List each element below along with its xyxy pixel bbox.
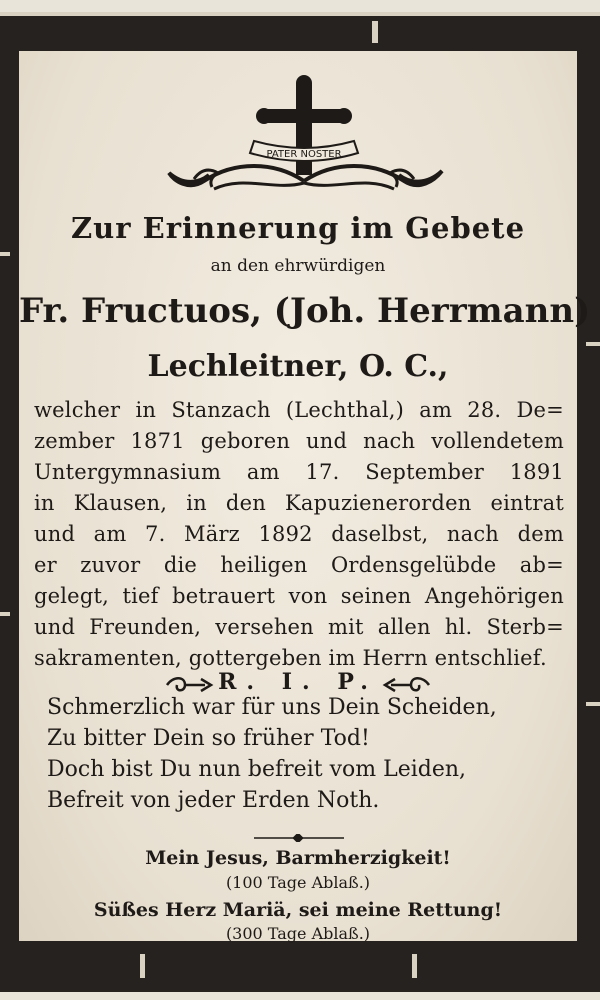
word: in — [34, 491, 55, 515]
mourning-card-border — [0, 12, 600, 992]
word: hl. — [444, 615, 473, 639]
word: ab= — [519, 553, 564, 577]
cross-emblem-icon — [154, 71, 454, 211]
word: 1892 — [258, 522, 313, 546]
poem-line: Befreit von jeder Erden Noth. — [47, 788, 380, 813]
word: Ordensgelübde — [330, 553, 497, 577]
word: am — [419, 398, 453, 422]
biography-line — [34, 581, 564, 612]
word: er — [34, 553, 57, 577]
word: am — [246, 460, 280, 484]
word: (Lechthal,) — [285, 398, 405, 422]
word: 7. — [145, 522, 166, 546]
word: Stanzach — [171, 398, 271, 422]
deceased-surname: Lechleitner, O. C., — [147, 349, 449, 384]
word: und — [306, 429, 348, 453]
word: 17. — [305, 460, 340, 484]
prayer-text: Süßes Herz Mariä, sei meine Rettung! — [93, 899, 503, 921]
word: in — [135, 398, 157, 422]
word: zember — [34, 429, 115, 453]
word: versehen — [215, 615, 314, 639]
word: in — [186, 491, 207, 515]
word: den — [225, 491, 266, 515]
word: heiligen — [220, 553, 308, 577]
prayer-text: Mein Jesus, Barmherzigkeit! — [145, 847, 451, 869]
biography-line — [34, 457, 564, 488]
word: De= — [516, 398, 564, 422]
card-paper — [19, 51, 591, 943]
word: 28. — [467, 398, 502, 422]
word: von — [288, 584, 328, 608]
word: März — [184, 522, 240, 546]
biography-line — [34, 488, 564, 519]
word: allen — [377, 615, 431, 639]
card-heading: Zur Erinnerung im Gebete — [70, 211, 526, 245]
word: Untergymnasium — [34, 460, 222, 484]
word: Angehörigen — [424, 584, 564, 608]
word: daselbst, — [331, 522, 429, 546]
indulgence-note: (100 Tage Ablaß.) — [225, 873, 371, 892]
word: gelegt, — [34, 584, 109, 608]
word: 1871 — [130, 429, 185, 453]
word: geboren — [200, 429, 291, 453]
word: betrauert — [172, 584, 276, 608]
word: Kapuzienerorden — [284, 491, 472, 515]
banner-text: PATER NOSTER — [266, 149, 342, 160]
rip-inscription: R. I. P. — [218, 669, 378, 695]
word: und — [34, 522, 76, 546]
indulgence-note: (300 Tage Ablaß.) — [225, 924, 371, 943]
divider-ornament — [254, 834, 344, 842]
poem-line: Zu bitter Dein so früher Tod! — [47, 726, 370, 751]
word: 1891 — [509, 460, 564, 484]
deceased-name: Fr. Fructuos, (Joh. Herrmann) — [19, 291, 591, 331]
word: Sterb= — [486, 615, 564, 639]
word: vollendetem — [431, 429, 564, 453]
word: dem — [517, 522, 564, 546]
word: seinen — [340, 584, 412, 608]
word: mit — [328, 615, 364, 639]
word: tief — [122, 584, 159, 608]
word: nach — [363, 429, 416, 453]
card-subheading: an den ehrwürdigen — [210, 256, 386, 276]
biography-line — [34, 550, 564, 581]
word: zuvor — [80, 553, 141, 577]
biography-line — [34, 395, 564, 426]
memorial-poem — [47, 692, 497, 816]
word: Klausen, — [73, 491, 168, 515]
word: eintrat — [490, 491, 564, 515]
word: nach — [446, 522, 500, 546]
word: die — [163, 553, 198, 577]
biography-line — [34, 426, 564, 457]
word: September — [365, 460, 484, 484]
biography-line — [34, 519, 564, 550]
word: und — [34, 615, 76, 639]
poem-line: Doch bist Du nun befreit vom Leiden, — [47, 757, 467, 782]
biography-line — [34, 612, 564, 643]
word: am — [93, 522, 127, 546]
biography-text — [34, 395, 564, 674]
poem-line: Schmerzlich war für uns Dein Scheiden, — [47, 695, 497, 720]
biography-line: sakramenten, gottergeben im Herrn entschlief. — [34, 646, 547, 670]
word: Freunden, — [89, 615, 202, 639]
word: welcher — [34, 398, 121, 422]
